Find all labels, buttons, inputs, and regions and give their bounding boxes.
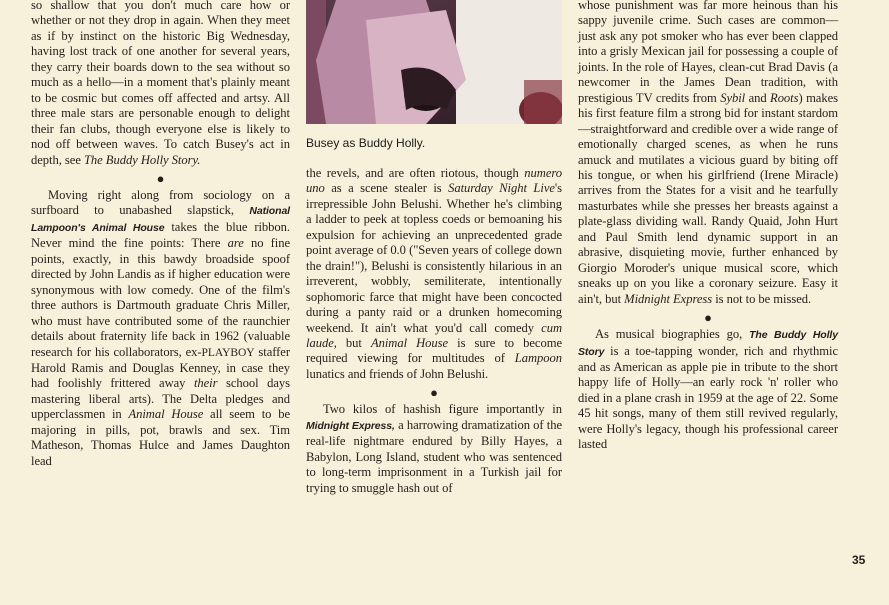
- film-title: National Lampoon's Animal House: [31, 205, 290, 234]
- paragraph-text: takes the blue ribbon. Never mind the fine points: There: [31, 219, 290, 251]
- section-bullet: ●: [156, 170, 165, 186]
- film-still-photo: [306, 0, 562, 124]
- film-title: The Buddy Holly Story.: [83, 152, 201, 167]
- magazine-name: PLAYBOY: [201, 346, 255, 359]
- text-column-middle: [306, 166, 562, 496]
- show-title: Roots: [770, 90, 799, 105]
- paragraph: [578, 327, 838, 453]
- paragraph-text: is a toe-tapping wonder, rich and rhythmic and as American as apple pie in tribute to the short happy life of Holly—an early rock 'n' roller who died in a plane crash in 1959 at the age of 22. Some 45 hit songs, many of them still revived regularly, were Holly's legacy, though his professional career lasted: [578, 343, 838, 452]
- paragraph: [31, 188, 290, 469]
- paragraph-text: a harrowing dramatization of the real-life nightmare endured by Billy Hayes, a Babylon, Long Island, student who was sentenced to long-term imprisonment in a Turkish jail for trying to smuggle hash out of: [306, 417, 562, 495]
- paragraph-text: is sure to become required viewing for multitudes of: [306, 335, 562, 366]
- paragraph-text: no fine points, exactly, in this bawdy broadside spoof directed by John Landis as if higher education were synonymous with low comedy. One of the film's three authors is Dartmouth graduate Chris Miller, who must have contributed some of the raunchier details about fraternity life back in 1962 (valuable research for his collaborators, ex-: [31, 236, 290, 359]
- paragraph-text: as a scene stealer is: [324, 181, 449, 196]
- paragraph-text: all seem to be majoring in pills, pot, brawls and sex. Tim Matheson, Thomas Hulce and James Daughton lead: [31, 407, 290, 468]
- show-title: Saturday Night Live: [448, 181, 555, 196]
- magazine-name: Lampoon: [514, 351, 562, 366]
- page-number: 35: [852, 553, 866, 567]
- paragraph-text: Moving right along from sociology on a surfboard to unabashed slapstick,: [31, 187, 290, 218]
- paragraph-text: so shallow that you don't much care how or whether or not they drop in again. When they meet as if by instinct on the historic Big Wednesday, having lost track of one another for several years, they carry their boards down to the sea without so much as a hello—in a moment that's plainly meant to be cosmic but comes off affected and artsy. All three male stars are personable enough to delight their fan clubs, though everyone else is likely to nod off between waves. To catch Busey's act in depth, see: [31, 0, 290, 167]
- paragraph-text: but: [336, 335, 371, 350]
- emphasis: cum laude,: [306, 320, 562, 350]
- paragraph-text: Two kilos of hashish figure importantly in: [323, 402, 562, 417]
- paragraph: [31, 0, 290, 168]
- paragraph-text: whose punishment was far more heinous than his sappy juvenile crime. Such cases are common—just ask any pot smoker who has ever been clapped into a grisly Mexican jail for possessing a couple of joints. In the role of Hayes, clean-cut Brad Davis (a newcomer in the James Dean tradition, with prestigious TV credits from: [578, 0, 838, 105]
- show-title: Sybil: [720, 90, 746, 105]
- emphasis: their: [193, 376, 218, 391]
- film-title: Midnight Express,: [306, 419, 395, 432]
- paragraph: [306, 402, 562, 496]
- paragraph-text: 's irrepressible John Belushi. Whether he's climbing a ladder to peek at topless coeds or bemoaning his expulsion for achieving an unprecedented grade point average of 0.0 ("Seven years of college down the drain!"), Belushi is consistently hilarious in an irreverent, wobbly, semiliterate, intentionally sophomoric farce that might have been concocted during a panty raid or a drunken homecoming weekend. It ain't what you'd call comedy: [306, 181, 562, 335]
- paragraph: [578, 0, 838, 307]
- text-column-left: [31, 0, 290, 469]
- paragraph-text: ) makes his first feature film a strong bid for instant stardom—straightforward and credible over a wide range of emotionally charged scenes, as when he runs amuck and mutilates a vicious guard by biting off his tongue, or when his girlfriend (Irene Miracle) arrives from the States for a visit and he tearfully masturbates while she presses her breasts against a plate-glass dividing wall. Randy Quaid, John Hurt and Paul Smith lend dynamic support in an abrasive, disquieting movie, further enhanced by Giorgio Moroder's unique musical score, which sneaks up on you like a coronary seizure. Easy it ain't, but: [578, 90, 838, 306]
- paragraph: [306, 166, 562, 382]
- photo-caption: Busey as Buddy Holly.: [306, 136, 426, 150]
- buddy-holly-photo-image: [306, 0, 562, 124]
- paragraph-text: staffer Harold Ramis and Douglas Kenney, in case they had foolishly frittered away: [31, 344, 290, 391]
- film-title: Animal House: [128, 407, 204, 422]
- emphasis: numero uno: [306, 166, 562, 196]
- film-title: The Buddy Holly Story: [578, 329, 838, 358]
- section-bullet: ●: [430, 385, 438, 401]
- paragraph-text: school days mastering liberal arts). The Delta pledges and upperclassmen in: [31, 376, 290, 422]
- text-column-right: [578, 0, 838, 453]
- emphasis: are: [227, 236, 244, 251]
- paragraph-text: is not to be missed.: [712, 291, 812, 306]
- section-bullet: ●: [704, 310, 712, 326]
- paragraph-text: the revels, and are often riotous, though: [306, 166, 525, 180]
- paragraph-text: and: [745, 90, 771, 105]
- film-title: Midnight Express: [624, 291, 713, 306]
- film-title: Animal House: [370, 335, 449, 350]
- paragraph-text: As musical biographies go,: [595, 327, 750, 342]
- paragraph-text: lunatics and friends of John Belushi.: [306, 366, 489, 381]
